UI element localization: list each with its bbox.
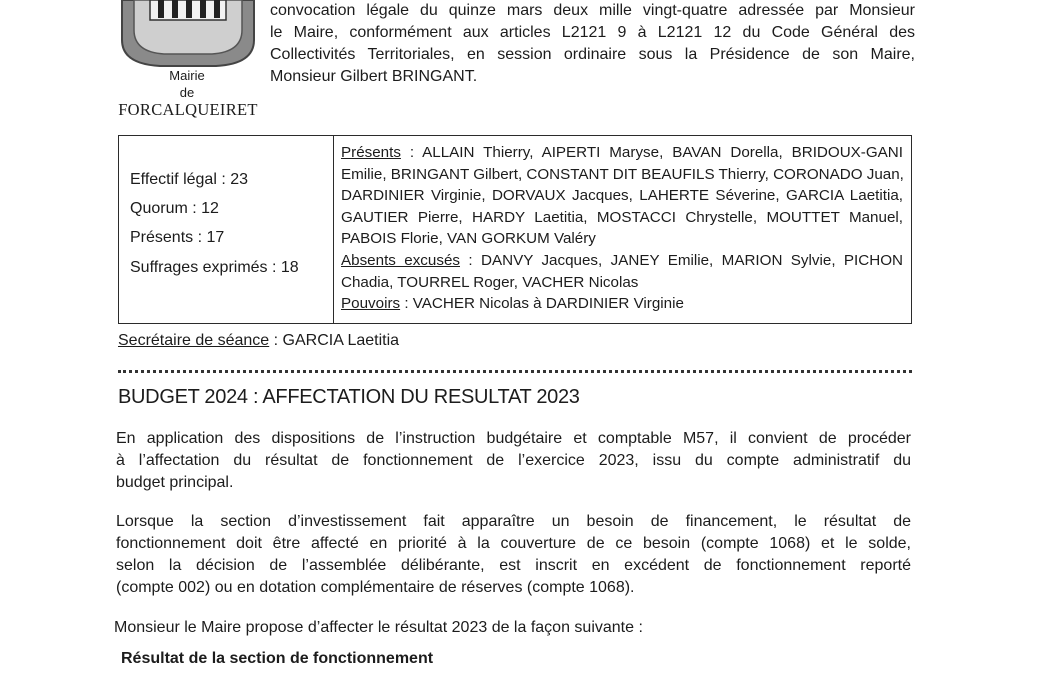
pouvoirs-label: Pouvoirs xyxy=(341,295,401,313)
presents-line: PABOIS Florie, VAN GORKUM Valéry xyxy=(341,230,596,248)
absents-line xyxy=(341,250,903,272)
secretary-line xyxy=(118,332,399,350)
pouvoirs-text: : VACHER Nicolas à DARDINIER Virginie xyxy=(400,295,684,313)
secretary-label: Secrétaire de séance xyxy=(118,332,270,349)
coat-of-arms-icon xyxy=(120,0,256,70)
stat-presents: Présents : 17 xyxy=(130,229,225,246)
presents-label: Présents xyxy=(341,144,401,161)
paragraph-line: selon la décision de l’assemblée délibérante, est inscrit en excédent de fonctionnement reporté xyxy=(116,557,911,574)
intro-line: Monsieur Gilbert BRINGANT. xyxy=(270,68,478,85)
paragraph-line: (compte 002) ou en dotation complémentaire de réserves (compte 1068). xyxy=(116,579,635,596)
crest-caption-mairie: Mairie xyxy=(169,68,205,83)
paragraph-line: Lorsque la section d’investissement fait apparaître un besoin de financement, le résultat de xyxy=(116,513,911,530)
attendance-list xyxy=(341,142,903,315)
intro-line: Collectivités Territoriales, en session ordinaire sous la Présidence de son Maire, xyxy=(270,46,915,63)
stat-effectif: Effectif légal : 23 xyxy=(130,171,248,188)
presents-line: Emilie, BRINGANT Gilbert, CONSTANT DIT BEAUFILS Thierry, CORONADO Juan, xyxy=(341,165,904,183)
paragraph-line: En application des dispositions de l’instruction budgétaire et comptable M57, il convient de procéder xyxy=(116,430,911,447)
subheading: Résultat de la section de fonctionnement xyxy=(121,650,434,667)
pouvoirs-line xyxy=(341,293,903,315)
stat-suffrages: Suffrages exprimés : 18 xyxy=(130,259,299,276)
paragraph-1 xyxy=(116,428,911,494)
absents-line: Chadia, TOURREL Roger, VACHER Nicolas xyxy=(341,273,639,291)
paragraph-line: budget principal. xyxy=(116,474,234,491)
presents-line: GAUTIER Pierre, HARDY Laetitia, MOSTACCI Chrystelle, MOUTTET Manuel, xyxy=(341,208,903,226)
dotted-separator xyxy=(118,370,912,373)
presents-line: DARDINIER Virginie, DORVAUX Jacques, LAHERTE Séverine, GARCIA Laetitia, xyxy=(341,187,903,205)
presents-line xyxy=(341,142,903,164)
town-name: FORCALQUEIRET xyxy=(118,100,258,119)
intro-line: le Maire, conformément aux articles L2121 9 à L2121 12 du Code Général des xyxy=(270,24,915,41)
paragraph-line: fonctionnement doit être affecté en priorité à la couverture de ce besoin (compte 1068) et le solde, xyxy=(116,535,911,552)
presents-names: : ALLAIN Thierry, AIPERTI Maryse, BAVAN Dorella, BRIDOUX-GANI xyxy=(400,144,903,161)
absents-names: : DANVY Jacques, JANEY Emilie, MARION Sylvie, PICHON xyxy=(460,251,903,269)
paragraph-line: à l’affectation du résultat de fonctionnement de l’exercice 2023, issu du compte administratif du xyxy=(116,452,911,469)
crest-caption-de: de xyxy=(179,85,195,100)
paragraph-3: Monsieur le Maire propose d’affecter le résultat 2023 de la façon suivante : xyxy=(114,619,643,636)
table-divider xyxy=(333,135,334,324)
absents-label: Absents excusés xyxy=(341,251,460,269)
stat-quorum: Quorum : 12 xyxy=(130,200,219,217)
secretary-value: : GARCIA Laetitia xyxy=(269,332,400,349)
intro-line: convocation légale du quinze mars deux mille vingt-quatre adressée par Monsieur xyxy=(270,2,915,19)
paragraph-2 xyxy=(116,511,911,599)
section-title: BUDGET 2024 : AFFECTATION DU RESULTAT 2023 xyxy=(118,386,580,408)
intro-paragraph xyxy=(270,0,915,88)
